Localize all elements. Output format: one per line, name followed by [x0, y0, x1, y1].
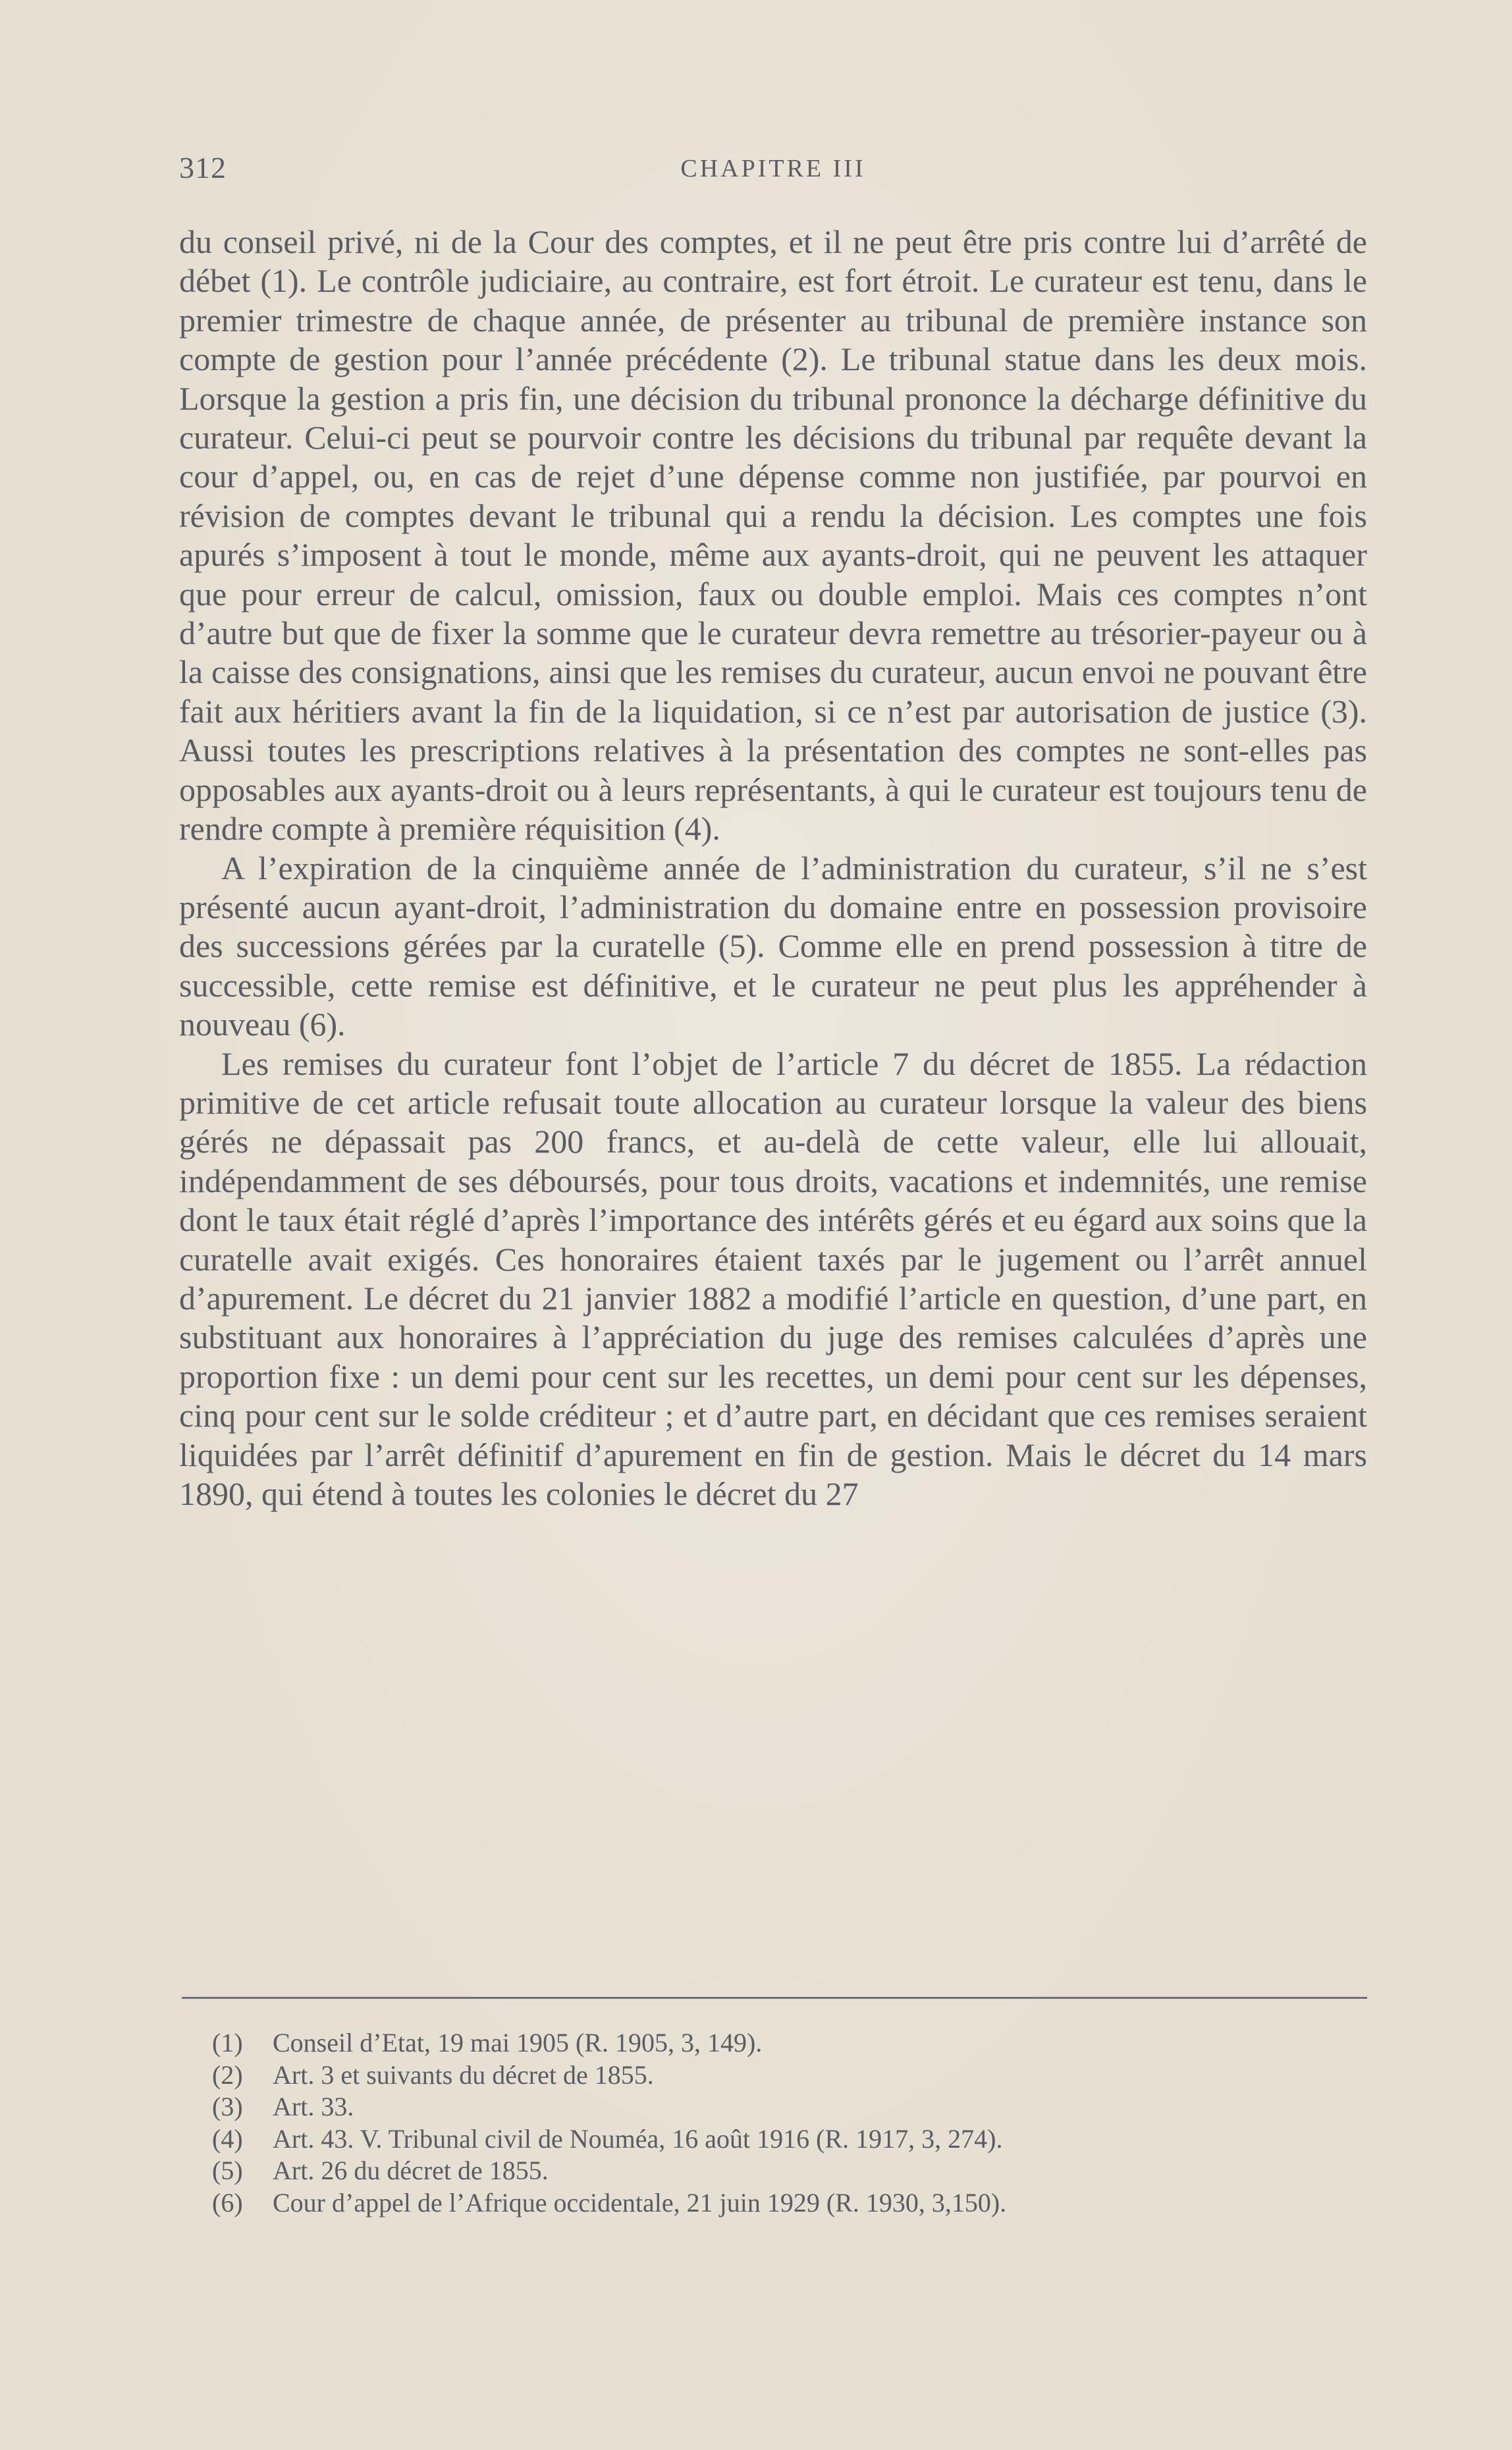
paragraph: du conseil privé, ni de la Cour des comptes, et il ne peut être pris contre lui d’arrêté de débet (1). Le contrôle judiciaire, au contraire, est fort étroit. Le curateur est tenu, dans le premier trimestre de chaque année, de présenter au tribunal de première instance son compte de gestion pour l’année précédente (2). Le tribunal statue dans les deux mois. Lorsque la gestion a pris fin, une décision du tribunal prononce la décharge définitive du curateur. Celui-ci peut se pourvoir contre les décisions du tribunal par requête devant la cour d’appel, ou, en cas de rejet d’une dépense comme non justifiée, par pourvoi en révision de comptes devant le tribunal qui a rendu la décision. Les comptes une fois apurés s’imposent à tout le monde, même aux ayants-droit, qui ne peuvent les attaquer que pour erreur de calcul, omission, faux ou double emploi. Mais ces comptes n’ont d’autre but que de fixer la somme que le curateur devra remettre au trésorier-payeur ou à la caisse des consignations, ainsi que les remises du curateur, aucun envoi ne pouvant être fait aux héritiers avant la fin de la liquidation, si ce n’est par autorisation de justice (3). Aussi toutes les prescriptions relatives à la présentation des comptes ne sont-elles pas opposables aux ayants-droit ou à leurs représentants, à qui le curateur est toujours tenu de rendre compte à première réquisition (4). [179, 223, 1367, 848]
footnote-text: Art. 26 du décret de 1855. [273, 2156, 549, 2185]
footnote-text: Cour d’appel de l’Afrique occidentale, 21 juin 1929 (R. 1930, 3,150). [273, 2187, 1007, 2218]
body-text [179, 223, 1367, 1513]
footnote [212, 2059, 1358, 2092]
page-number: 312 [179, 151, 227, 184]
footnote-mark: (3) [212, 2092, 243, 2121]
page-header [179, 150, 1367, 196]
footnote [212, 2123, 1358, 2156]
footnote [212, 2187, 1358, 2219]
paragraph: A l’expiration de la cinquième année de l’administration du curateur, s’il ne s’est présenté aucun ayant-droit, l’administration du domaine entre en possession provisoire des successions gérées par la curatelle (5). Comme elle en prend possession à titre de successible, cette remise est définitive, et le curateur ne peut plus les appréhender à nouveau (6). [179, 849, 1367, 1043]
footnote [212, 2155, 1358, 2187]
paragraph: Les remises du curateur font l’objet de l’article 7 du décret de 1855. La rédaction primitive de cet article refusait toute allocation au curateur lorsque la valeur des biens gérés ne dépassait pas 200 francs, et au-delà de cette valeur, elle lui allouait, indépendamment de ses déboursés, pour tous droits, vacations et indemnités, une remise dont le taux était réglé d’après l’importance des intérêts gérés et eu égard aux soins que la curatelle avait exigés. Ces honoraires étaient taxés par le jugement ou l’arrêt annuel d’apurement. Le décret du 21 janvier 1882 a modifié l’article en question, d’une part, en substituant aux honoraires à l’appréciation du juge des remises calculées d’après une proportion fixe : un demi pour cent sur les recettes, un demi pour cent sur les dépenses, cinq pour cent sur le solde créditeur ; et d’autre part, en décidant que ces remises seraient liquidées par l’arrêt définitif d’apurement en fin de gestion. Mais le décret du 14 mars 1890, qui étend à toutes les colonies le décret du 27 [179, 1045, 1367, 1512]
running-head: CHAPITRE III [680, 155, 866, 182]
footnote-text: Conseil d’Etat, 19 mai 1905 (R. 1905, 3, 149). [273, 2028, 763, 2057]
footnote-mark: (6) [212, 2187, 243, 2218]
footnote-mark: (5) [212, 2156, 243, 2185]
footnote-text: Art. 43. V. Tribunal civil de Nouméa, 16 août 1916 (R. 1917, 3, 274). [273, 2123, 1003, 2154]
footnote-mark: (1) [212, 2028, 243, 2057]
footnote-text: Art. 3 et suivants du décret de 1855. [273, 2059, 654, 2090]
footnote [212, 2027, 1358, 2059]
footnote-mark: (2) [212, 2059, 243, 2090]
footnote-mark: (4) [212, 2123, 243, 2154]
footnote-separator [182, 1997, 1367, 1999]
footnote-text: Art. 33. [273, 2092, 354, 2121]
footnote [212, 2091, 1358, 2123]
footnotes [212, 2027, 1358, 2219]
